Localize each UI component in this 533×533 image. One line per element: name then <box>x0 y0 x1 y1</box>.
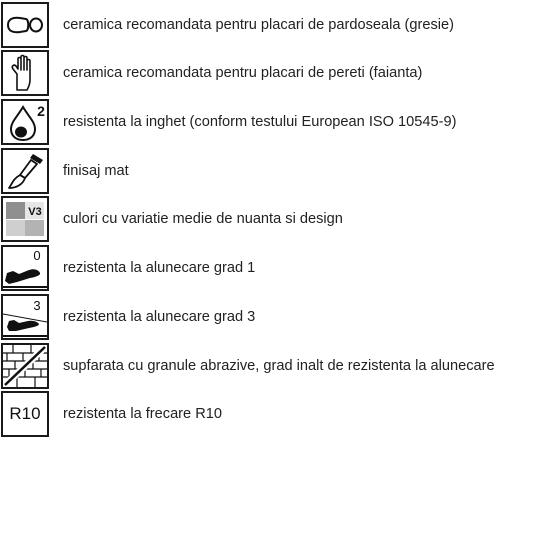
paintbrush-icon <box>1 148 49 194</box>
slip-grade-badge: 0 <box>33 248 41 263</box>
legend-item-label: rezistenta la alunecare grad 3 <box>63 309 256 325</box>
abrasive-surface-icon <box>1 343 49 389</box>
legend-item-label: resistenta la inghet (conform testului European ISO 10545-9) <box>63 114 457 130</box>
slip-grade-badge: 3 <box>33 298 41 313</box>
legend-item-label: supfarata cu granule abrazive, grad inalt de rezistenta la alunecare <box>63 358 495 374</box>
legend-item-label: culori cu variatie medie de nuanta si design <box>63 211 343 227</box>
legend-item-label: rezistenta la alunecare grad 1 <box>63 260 256 276</box>
frost-grade-badge: 2 <box>37 103 45 119</box>
legend-item-frost <box>0 99 533 145</box>
r10-badge: R10 <box>9 404 41 423</box>
legend-item-shade <box>0 196 533 242</box>
legend-item-abrasive <box>0 343 533 389</box>
legend-item-label: ceramica recomandata pentru placari de pardoseala (gresie) <box>63 17 454 33</box>
shade-variation-icon <box>1 196 49 242</box>
frost-drop-icon <box>1 99 49 145</box>
legend-item-slip-1 <box>0 245 533 291</box>
legend-item-slip-3 <box>0 294 533 340</box>
legend-item-floor <box>0 2 533 48</box>
slip-resistance-icon <box>1 245 49 291</box>
legend-item-finish <box>0 148 533 194</box>
foot-sole-icon <box>1 2 49 48</box>
r10-icon <box>1 391 49 437</box>
legend-item-label: finisaj mat <box>63 163 129 179</box>
legend-item-label: ceramica recomandata pentru placari de pereti (faianta) <box>63 65 423 81</box>
legend-item-wall <box>0 50 533 96</box>
slip-resistance-icon <box>1 294 49 340</box>
hand-icon <box>1 50 49 96</box>
legend-item-label: rezistenta la frecare R10 <box>63 406 222 422</box>
shade-grade-badge: V3 <box>28 206 42 218</box>
legend-item-r10 <box>0 391 533 437</box>
